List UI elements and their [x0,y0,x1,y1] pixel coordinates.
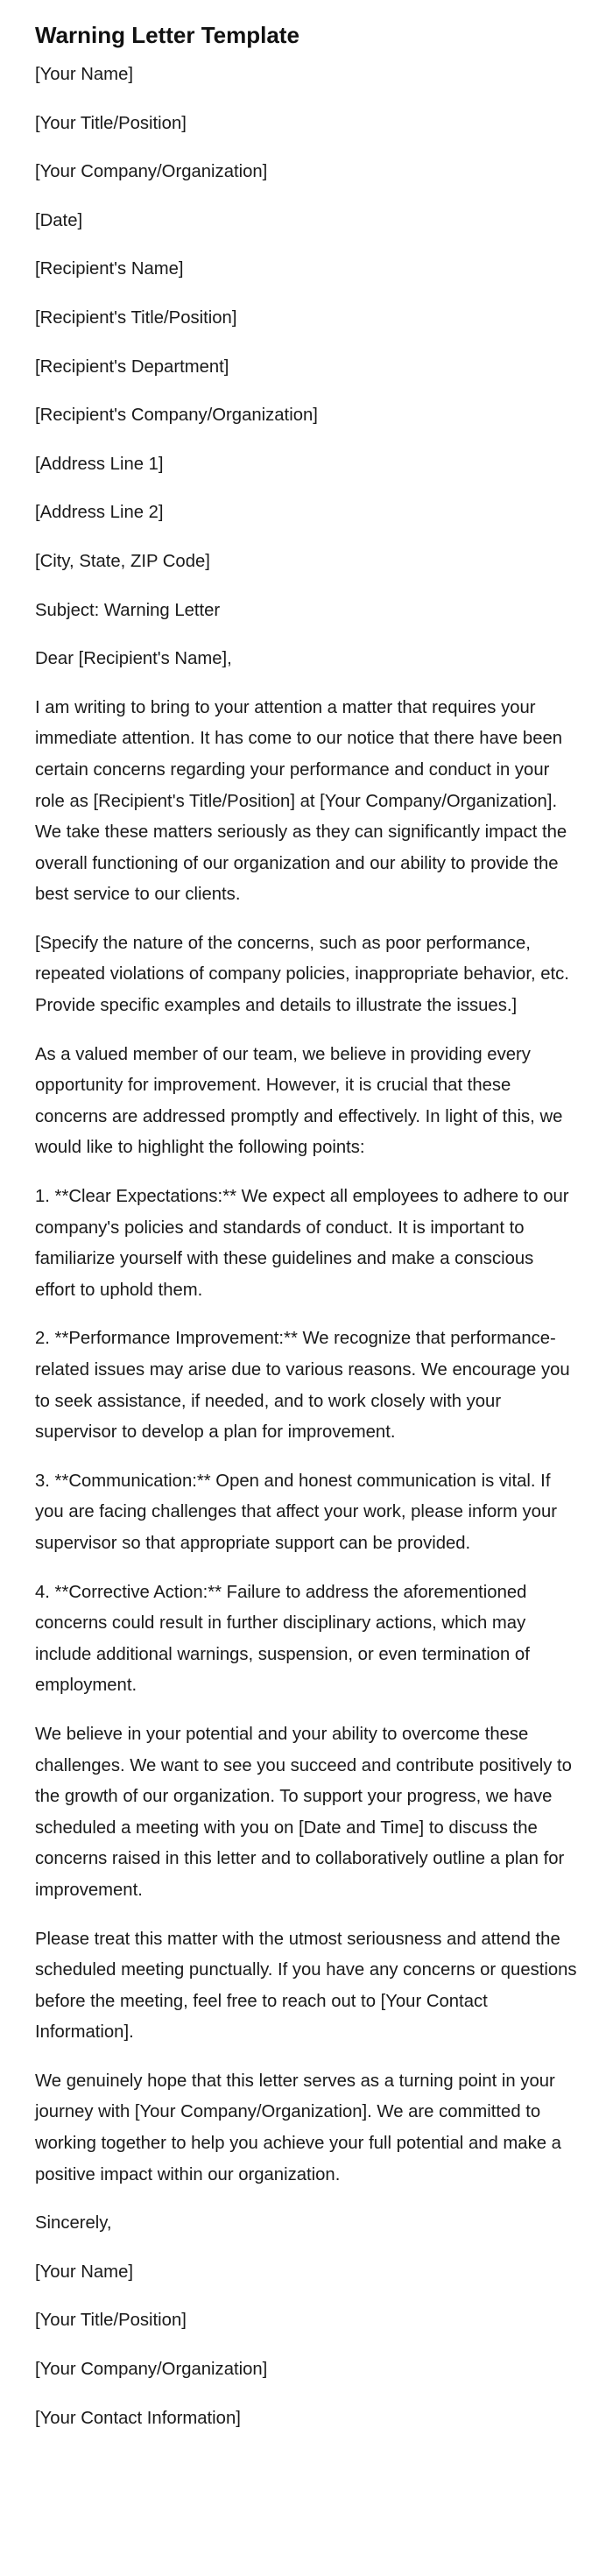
recipient-address-line-2: [Address Line 2] [35,503,164,523]
body-paragraph-meeting: We believe in your potential and your ability to overcome these challenges. We want to see you succeed and contribute positively to the growth of our organization. To support your progress, we have scheduled a meeting with you on [Date and Time] to discuss the concerns raised in this letter and to collaboratively outline a plan for improvement. [35,1724,572,1900]
body-paragraph-intro: I am writing to bring to your attention a matter that requires your immediate attention. It has come to our notice that there have been certain concerns regarding your performance and conduct in your role as [Recipient's Title/Position] at [Your Company/Organization]. We take these matters seriously as they can significantly impact the overall functioning of our organization and our ability to provide the best service to our clients. [35,697,567,905]
page-title: Warning Letter Template [35,22,299,48]
sender-company: [Your Company/Organization] [35,162,268,182]
signature-contact: [Your Contact Information] [35,2408,241,2428]
body-paragraph-improvement: As a valued member of our team, we believe in providing every opportunity for improvement. However, it is crucial that these concerns are addressed promptly and effectively. In light of this, we would like to highlight the following points: [35,1044,563,1158]
signature-company: [Your Company/Organization] [35,2360,268,2380]
body-paragraph-concerns: [Specify the nature of the concerns, such as poor performance, repeated violations of company policies, inappropriate behavior, etc. Provide specific examples and details to illustrate the issues.] [35,933,569,1016]
closing: Sincerely, [35,2213,112,2234]
sender-name: [Your Name] [35,65,133,84]
recipient-city-state-zip: [City, State, ZIP Code] [35,551,210,571]
subject-line: Subject: Warning Letter [35,600,221,620]
signature-name: [Your Name] [35,2262,133,2282]
body-paragraph-closing: We genuinely hope that this letter serves as a turning point in your journey with [Your Company/Organization]. We are committed to working together to help you achieve your full potential and make a positive impact within our organization. [35,2071,561,2184]
signature-title: [Your Title/Position] [35,2311,187,2331]
recipient-department: [Recipient's Department] [35,356,229,377]
recipient-address-line-1: [Address Line 1] [35,454,164,474]
body-point-2: 2. **Performance Improvement:** We recognize that performance-related issues may arise due to various reasons. We encourage you to seek assistance, if needed, and to work closely with your supervisor to develop a plan for improvement. [35,1329,570,1443]
body-point-3: 3. **Communication:** Open and honest communication is vital. If you are facing challenges that affect your work, please inform your supervisor so that appropriate support can be provided. [35,1471,557,1553]
body-point-4: 4. **Corrective Action:** Failure to address the aforementioned concerns could result in further disciplinary actions, which may include additional warnings, suspension, or even termination of employment. [35,1582,530,1696]
salutation: Dear [Recipient's Name], [35,649,232,669]
sender-title: [Your Title/Position] [35,113,187,133]
recipient-name: [Recipient's Name] [35,259,184,279]
body-paragraph-seriousness: Please treat this matter with the utmost seriousness and attend the scheduled meeting punctually. If you have any concerns or questions before the meeting, feel free to reach out to [Your Contact Information]. [35,1929,577,2043]
recipient-company: [Recipient's Company/Organization] [35,406,318,426]
body-point-1: 1. **Clear Expectations:** We expect all employees to adhere to our company's policies and standards of conduct. It is important to familiarize yourself with these guidelines and make a conscious effort to uphold them. [35,1187,569,1300]
recipient-title: [Recipient's Title/Position] [35,307,237,328]
letter-date: [Date] [35,210,83,230]
